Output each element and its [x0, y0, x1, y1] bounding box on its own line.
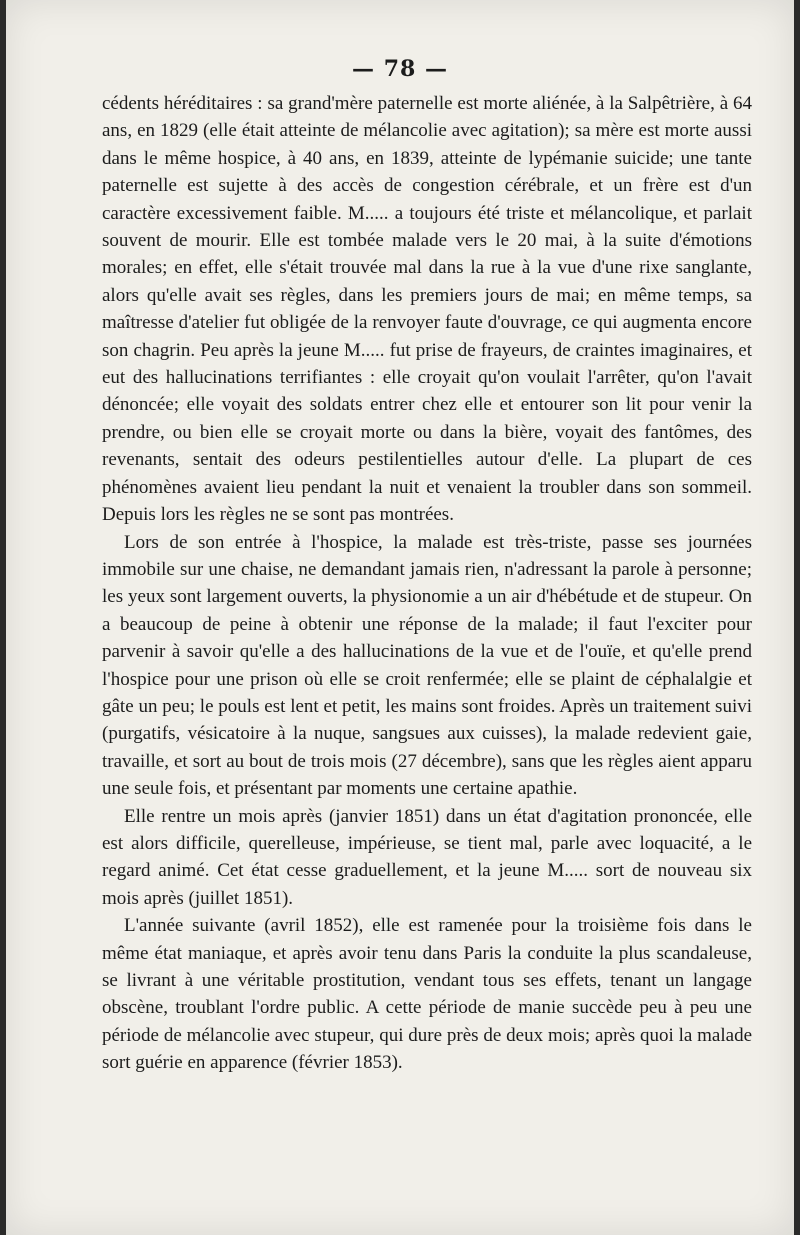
book-page	[6, 0, 794, 1235]
paragraph-2: Lors de son entrée à l'hospice, la malade est très-triste, passe ses journées immobile sur une chaise, ne demandant jamais rien, n'adressant la parole à personne; les yeux sont largement ouverts, la physionomie a un air d'hébétude et de stupeur. On a beaucoup de peine à obtenir une réponse de la malade; il faut l'exciter pour parvenir à savoir qu'elle a des hallucinations de la vue et de l'ouïe, et qu'elle prend l'hospice pour une prison où elle se croit renfermée; elle se plaint de céphalalgie et gâte un peu; le pouls est lent et petit, les mains sont froides. Après un traitement suivi (purgatifs, vésicatoire à la nuque, sangsues aux cuisses), la malade redevient gaie, travaille, et sort au bout de trois mois (27 décembre), sans que les règles aient apparu une seule fois, et présentant par moments une certaine apathie.	[102, 531, 752, 800]
paragraph-3: Elle rentre un mois après (janvier 1851) dans un état d'agitation prononcée, elle est alors difficile, querelleuse, impérieuse, se tient mal, parle avec loquacité, a le regard animé. Cet état cesse graduellement, et la jeune M..... sort de nouveau six mois après (juillet 1851).	[102, 805, 752, 909]
paragraph-4: L'année suivante (avril 1852), elle est ramenée pour la troisième fois dans le même état maniaque, et après avoir tenu dans Paris la conduite la plus scandaleuse, se livrant à une véritable prostitution, vendant tous ses effets, tenant un langage obscène, troublant l'ordre public. A cette période de manie succède peu à peu une période de mélancolie avec stupeur, qui dure près de deux mois; après quoi la malade sort guérie en apparence (février 1853).	[102, 915, 752, 1074]
body-text	[102, 90, 752, 1077]
paragraph-1: cédents héréditaires : sa grand'mère paternelle est morte aliénée, à la Salpêtrière, à 64 ans, en 1829 (elle était atteinte de mélancolie avec agitation); sa mère est morte aussi dans le même hospice, à 40 ans, en 1839, atteinte de lypémanie suicide; une tante paternelle est sujette à des accès de congestion cérébrale, et un frère est d'un caractère excessivement faible. M..... a toujours été triste et mélancolique, et parlait souvent de mourir. Elle est tombée malade vers le 20 mai, à la suite d'émotions morales; en effet, elle s'était trouvée mal dans la rue à la vue d'une rixe sanglante, alors qu'elle avait ses règles, dans les premiers jours de mai; en même temps, sa maîtresse d'atelier fut obligée de la renvoyer faute d'ouvrage, ce qui augmenta encore son chagrin. Peu après la jeune M..... fut prise de frayeurs, de craintes imaginaires, et eut des hallucinations terrifiantes : elle croyait qu'on voulait l'arrêter, qu'on l'avait dénoncée; elle voyait des soldats entrer chez elle et entourer son lit pour venir la prendre, ou bien elle se croyait morte ou dans la bière, voyait des fantômes, des revenants, sentait des odeurs pestilentielles autour d'elle. La plupart de ces phénomènes avaient lieu pendant la nuit et venaient la troubler dans son sommeil. Depuis lors les règles ne se sont pas montrées.	[102, 93, 752, 526]
page-number: — 78 —	[352, 56, 448, 82]
